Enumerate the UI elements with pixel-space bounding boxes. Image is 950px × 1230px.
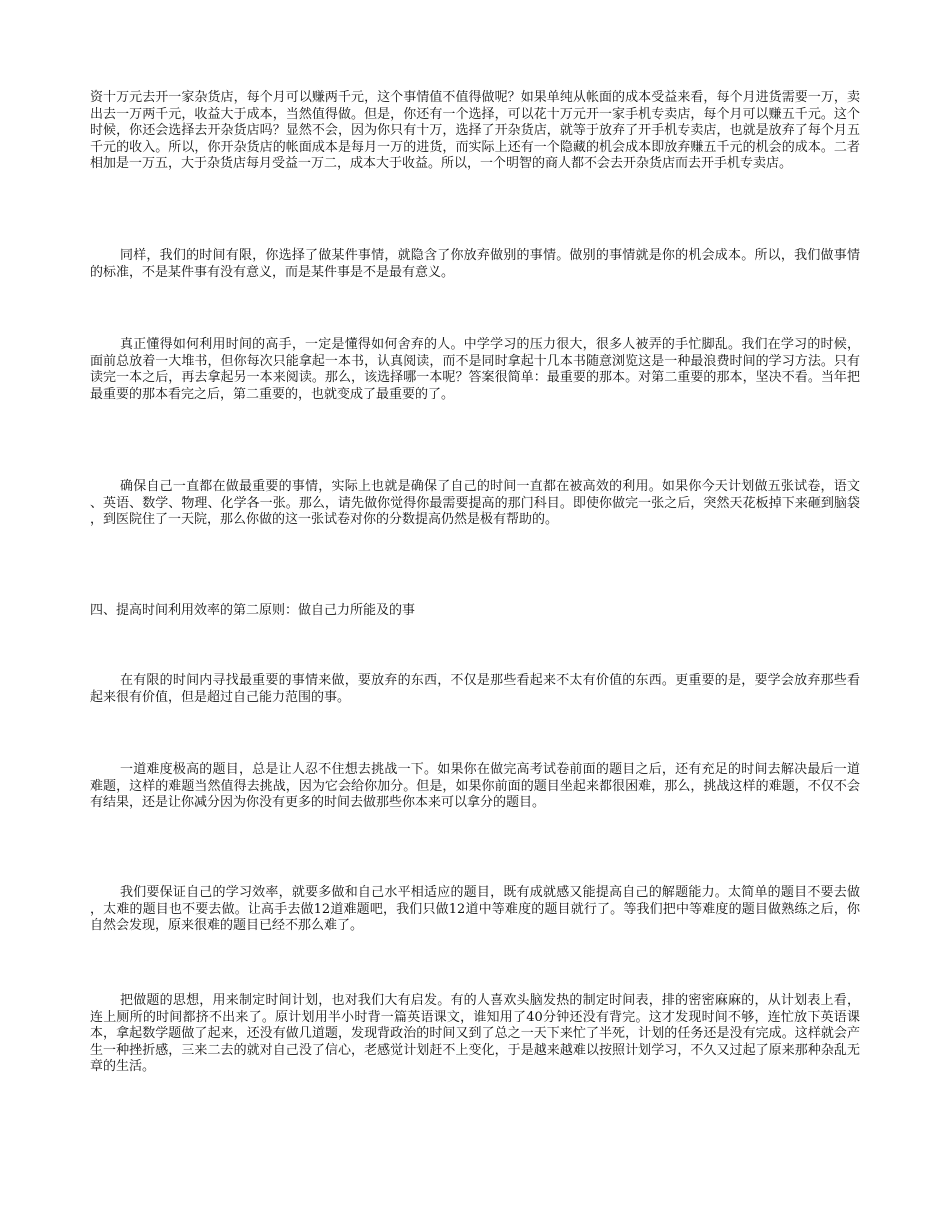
paragraph-do-most-important: 确保自己一直都在做最重要的事情，实际上也就是确保了自己的时间一直都在被高效的利用。如果你今天计划做五张试卷，语文、英语、数学、物理、化学各一张。那么，请先做你觉得你最需要提高的那门科目。即使你做完一张之后，突然天花板掉下来砸到脑袋，到医院住了一天院，那么你做的这一张试卷对你的分数提高仍然是极有帮助的。 [90, 479, 860, 528]
paragraph-give-up-beyond-ability: 在有限的时间内寻找最重要的事情来做，要放弃的东西，不仅是那些看起来不太有价值的东西。更重要的是，要学会放弃那些看起来很有价值，但是超过自己能力范围的事。 [90, 673, 860, 705]
section-heading-second-principle: 四、提高时间利用效率的第二原则：做自己力所能及的事 [90, 603, 416, 618]
paragraph-time-is-limited: 同样，我们的时间有限，你选择了做某件事情，就隐含了你放弃做别的事情。做别的事情就是你的机会成本。所以，我们做事情的标准，不是某件事有没有意义，而是某件事是不是最有意义。 [90, 248, 860, 280]
paragraph-learn-to-let-go: 真正懂得如何利用时间的高手，一定是懂得如何舍弃的人。中学学习的压力很大，很多人被弄的手忙脚乱。我们在学习的时候，面前总放着一大堆书，但你每次只能拿起一本书，认真阅读，而不是同时拿起十几本书随意浏览这是一种最浪费时间的学习方法。只有读完一本之后，再去拿起另一本来阅读。那么，该选择哪一本呢？答案很简单：最重要的那本。对第二重要的那本，坚决不看。当年把最重要的那本看完之后，第二重要的，也就变成了最重要的了。 [90, 337, 860, 402]
paragraph-match-your-level: 我们要保证自己的学习效率，就要多做和自己水平相适应的题目，既有成就感又能提高自己的解题能力。太简单的题目不要去做，太难的题目也不要去做。让高手去做12道难题吧，我们只做12道中等难度的题目就行了。等我们把中等难度的题目做熟练之后，你自然会发现，原来很难的题目已经不那么难了。 [90, 885, 860, 934]
paragraph-opportunity-cost-example: 资十万元去开一家杂货店，每个月可以赚两千元，这个事情值不值得做呢？如果单纯从帐面的成本受益来看，每个月进货需要一万，卖出去一万两千元，收益大于成本，当然值得做。但是，你还有一个选择，可以花十万元开一家手机专卖店，每个月可以赚五千元。这个时候，你还会选择去开杂货店吗？显然不会，因为你只有十万，选择了开杂货店，就等于放弃了开手机专卖店，也就是放弃了每个月五千元的收入。所以，你开杂货店的帐面成本是每月一万的进货，而实际上还有一个隐藏的机会成本即放弃赚五千元的机会的成本。二者相加是一万五，大于杂货店每月受益一万二，成本大于收益。所以，一个明智的商人都不会去开杂货店而去开手机专卖店。 [90, 90, 860, 172]
paragraph-time-planning: 把做题的思想，用来制定时间计划，也对我们大有启发。有的人喜欢头脑发热的制定时间表，排的密密麻麻的，从计划表上看，连上厕所的时间都挤不出来了。原计划用半小时背一篇英语课文，谁知用了40分钟还没有背完。这才发现时间不够，连忙放下英语课本，拿起数学题做了起来，还没有做几道题，发现背政治的时间又到了总之一天下来忙了半死，计划的任务还是没有完成。这样就会产生一种挫折感，三来二去的就对自己没了信心，老感觉计划赶不上变化，于是越来越难以按照计划学习，不久又过起了原来那种杂乱无章的生活。 [90, 993, 860, 1075]
paragraph-hard-problems: 一道难度极高的题目，总是让人忍不住想去挑战一下。如果你在做完高考试卷前面的题目之后，还有充足的时间去解决最后一道难题，这样的难题当然值得去挑战，因为它会给你加分。但是，如果你前面的题目坐起来都很困难，那么，挑战这样的难题，不仅不会有结果，还是让你减分因为你没有更多的时间去做那些你本来可以拿分的题目。 [90, 762, 860, 811]
